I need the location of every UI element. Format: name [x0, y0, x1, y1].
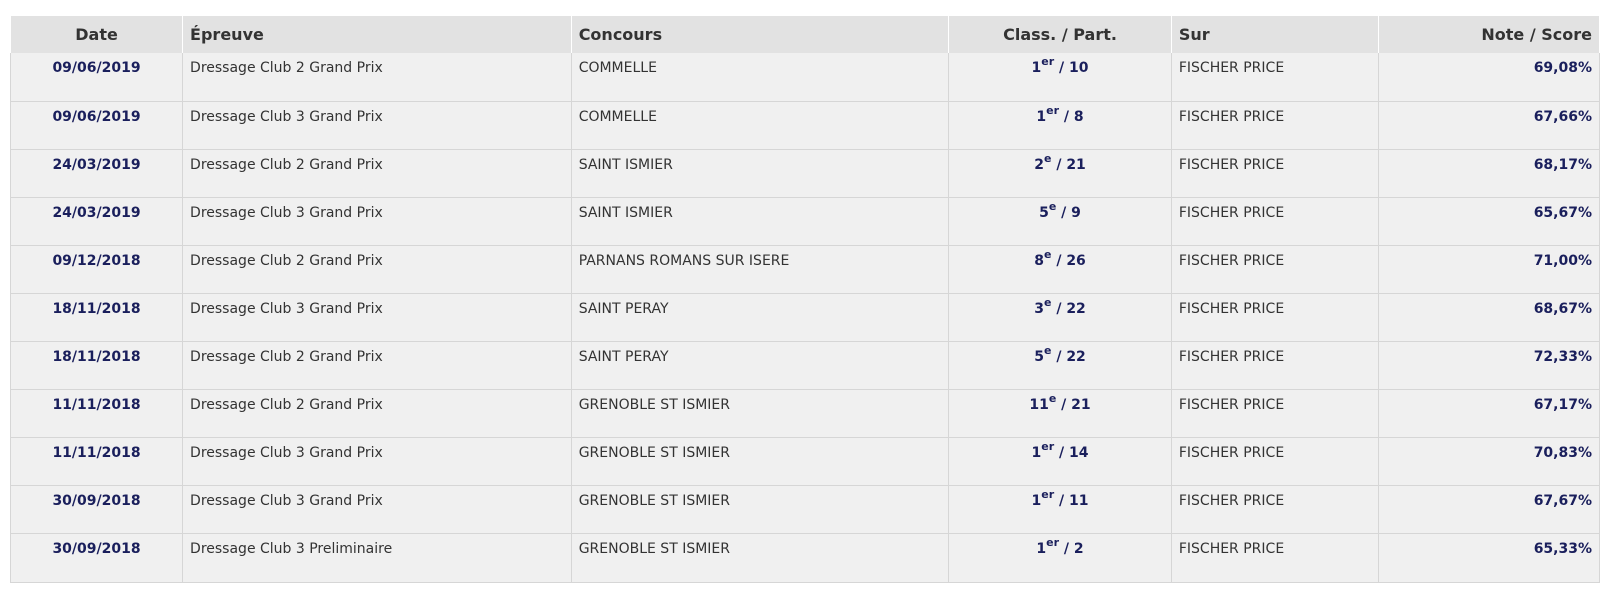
cell-note: 70,83%	[1379, 437, 1600, 485]
cell-classement	[949, 197, 1172, 245]
rank-suffix: er	[1046, 103, 1060, 117]
rank-number: 5	[1034, 348, 1044, 365]
cell-classement	[949, 293, 1172, 341]
participants-count: / 26	[1051, 252, 1086, 269]
rank-number: 1	[1036, 108, 1047, 125]
header-classement[interactable]: Class. / Part.	[949, 16, 1172, 53]
table-row[interactable]	[11, 245, 1600, 293]
cell-classement	[949, 101, 1172, 149]
table-row[interactable]	[11, 533, 1600, 582]
cell-concours: GRENOBLE ST ISMIER	[571, 485, 949, 533]
cell-classement	[949, 485, 1172, 533]
table-row[interactable]	[11, 101, 1600, 149]
rank-number: 5	[1039, 204, 1049, 221]
cell-epreuve: Dressage Club 3 Grand Prix	[183, 197, 572, 245]
participants-count: / 14	[1054, 444, 1089, 461]
participants-count: / 2	[1059, 540, 1084, 557]
cell-sur: FISCHER PRICE	[1171, 53, 1378, 101]
cell-epreuve: Dressage Club 3 Grand Prix	[183, 293, 572, 341]
rank-number: 3	[1034, 300, 1044, 317]
cell-epreuve: Dressage Club 2 Grand Prix	[183, 53, 572, 101]
participants-count: / 8	[1059, 108, 1084, 125]
cell-epreuve: Dressage Club 2 Grand Prix	[183, 149, 572, 197]
rank-suffix: e	[1043, 151, 1052, 165]
header-sur[interactable]: Sur	[1171, 16, 1378, 53]
cell-concours: GRENOBLE ST ISMIER	[571, 437, 949, 485]
rank-suffix: er	[1041, 487, 1055, 501]
rank-number: 8	[1034, 252, 1044, 269]
cell-date: 30/09/2018	[11, 533, 183, 582]
cell-sur: FISCHER PRICE	[1171, 245, 1378, 293]
cell-concours: SAINT ISMIER	[571, 149, 949, 197]
cell-sur: FISCHER PRICE	[1171, 437, 1378, 485]
cell-concours: SAINT ISMIER	[571, 197, 949, 245]
cell-date: 18/11/2018	[11, 341, 183, 389]
cell-epreuve: Dressage Club 3 Grand Prix	[183, 437, 572, 485]
participants-count: / 21	[1051, 156, 1086, 173]
rank-number: 11	[1029, 396, 1049, 413]
cell-concours: SAINT PERAY	[571, 293, 949, 341]
rank-suffix: e	[1048, 391, 1057, 405]
participants-count: / 21	[1056, 396, 1091, 413]
table-row[interactable]	[11, 149, 1600, 197]
cell-classement	[949, 149, 1172, 197]
cell-sur: FISCHER PRICE	[1171, 341, 1378, 389]
rank-suffix: e	[1043, 295, 1052, 309]
rank-suffix: e	[1043, 247, 1052, 261]
cell-classement	[949, 53, 1172, 101]
cell-classement	[949, 389, 1172, 437]
cell-sur: FISCHER PRICE	[1171, 485, 1378, 533]
cell-date: 09/12/2018	[11, 245, 183, 293]
cell-epreuve: Dressage Club 2 Grand Prix	[183, 341, 572, 389]
cell-date: 09/06/2019	[11, 53, 183, 101]
cell-date: 30/09/2018	[11, 485, 183, 533]
cell-date: 24/03/2019	[11, 197, 183, 245]
cell-classement	[949, 245, 1172, 293]
cell-sur: FISCHER PRICE	[1171, 533, 1378, 582]
table-row[interactable]	[11, 485, 1600, 533]
cell-note: 67,17%	[1379, 389, 1600, 437]
header-concours[interactable]: Concours	[571, 16, 949, 53]
results-table-container	[10, 16, 1600, 583]
rank-suffix: e	[1048, 199, 1057, 213]
cell-concours: PARNANS ROMANS SUR ISERE	[571, 245, 949, 293]
cell-classement	[949, 533, 1172, 582]
cell-classement	[949, 437, 1172, 485]
participants-count: / 9	[1056, 204, 1081, 221]
cell-sur: FISCHER PRICE	[1171, 293, 1378, 341]
participants-count: / 22	[1051, 348, 1086, 365]
cell-date: 11/11/2018	[11, 389, 183, 437]
header-epreuve[interactable]: Épreuve	[183, 16, 572, 53]
cell-concours: GRENOBLE ST ISMIER	[571, 533, 949, 582]
participants-count: / 10	[1054, 60, 1089, 76]
participants-count: / 22	[1051, 300, 1086, 317]
rank-suffix: er	[1041, 55, 1055, 69]
table-row[interactable]	[11, 197, 1600, 245]
rank-number: 1	[1031, 444, 1042, 461]
cell-note: 65,33%	[1379, 533, 1600, 582]
cell-concours: COMMELLE	[571, 53, 949, 101]
table-row[interactable]	[11, 437, 1600, 485]
rank-number: 1	[1031, 492, 1042, 509]
results-table	[10, 16, 1600, 583]
cell-concours: SAINT PERAY	[571, 341, 949, 389]
cell-date: 18/11/2018	[11, 293, 183, 341]
header-date[interactable]: Date	[11, 16, 183, 53]
cell-classement	[949, 341, 1172, 389]
cell-sur: FISCHER PRICE	[1171, 389, 1378, 437]
cell-sur: FISCHER PRICE	[1171, 197, 1378, 245]
cell-note: 68,17%	[1379, 149, 1600, 197]
cell-note: 67,67%	[1379, 485, 1600, 533]
table-body	[11, 53, 1600, 582]
rank-number: 2	[1034, 156, 1044, 173]
cell-note: 65,67%	[1379, 197, 1600, 245]
cell-concours: GRENOBLE ST ISMIER	[571, 389, 949, 437]
rank-suffix: e	[1043, 343, 1052, 357]
header-note[interactable]: Note / Score	[1379, 16, 1600, 53]
table-row[interactable]	[11, 293, 1600, 341]
cell-note: 69,08%	[1379, 53, 1600, 101]
cell-epreuve: Dressage Club 2 Grand Prix	[183, 389, 572, 437]
participants-count: / 11	[1054, 492, 1089, 509]
table-header	[11, 16, 1600, 53]
table-row[interactable]	[11, 53, 1600, 101]
rank-suffix: er	[1041, 439, 1055, 453]
cell-note: 68,67%	[1379, 293, 1600, 341]
rank-number: 1	[1031, 60, 1042, 76]
cell-epreuve: Dressage Club 2 Grand Prix	[183, 245, 572, 293]
cell-concours: COMMELLE	[571, 101, 949, 149]
cell-note: 71,00%	[1379, 245, 1600, 293]
cell-date: 09/06/2019	[11, 101, 183, 149]
rank-suffix: er	[1046, 535, 1060, 549]
cell-epreuve: Dressage Club 3 Preliminaire	[183, 533, 572, 582]
cell-note: 67,66%	[1379, 101, 1600, 149]
cell-epreuve: Dressage Club 3 Grand Prix	[183, 101, 572, 149]
cell-epreuve: Dressage Club 3 Grand Prix	[183, 485, 572, 533]
cell-date: 24/03/2019	[11, 149, 183, 197]
cell-sur: FISCHER PRICE	[1171, 149, 1378, 197]
rank-number: 1	[1036, 540, 1047, 557]
cell-sur: FISCHER PRICE	[1171, 101, 1378, 149]
header-row	[11, 16, 1600, 53]
table-row[interactable]	[11, 341, 1600, 389]
table-row[interactable]	[11, 389, 1600, 437]
cell-date: 11/11/2018	[11, 437, 183, 485]
cell-note: 72,33%	[1379, 341, 1600, 389]
